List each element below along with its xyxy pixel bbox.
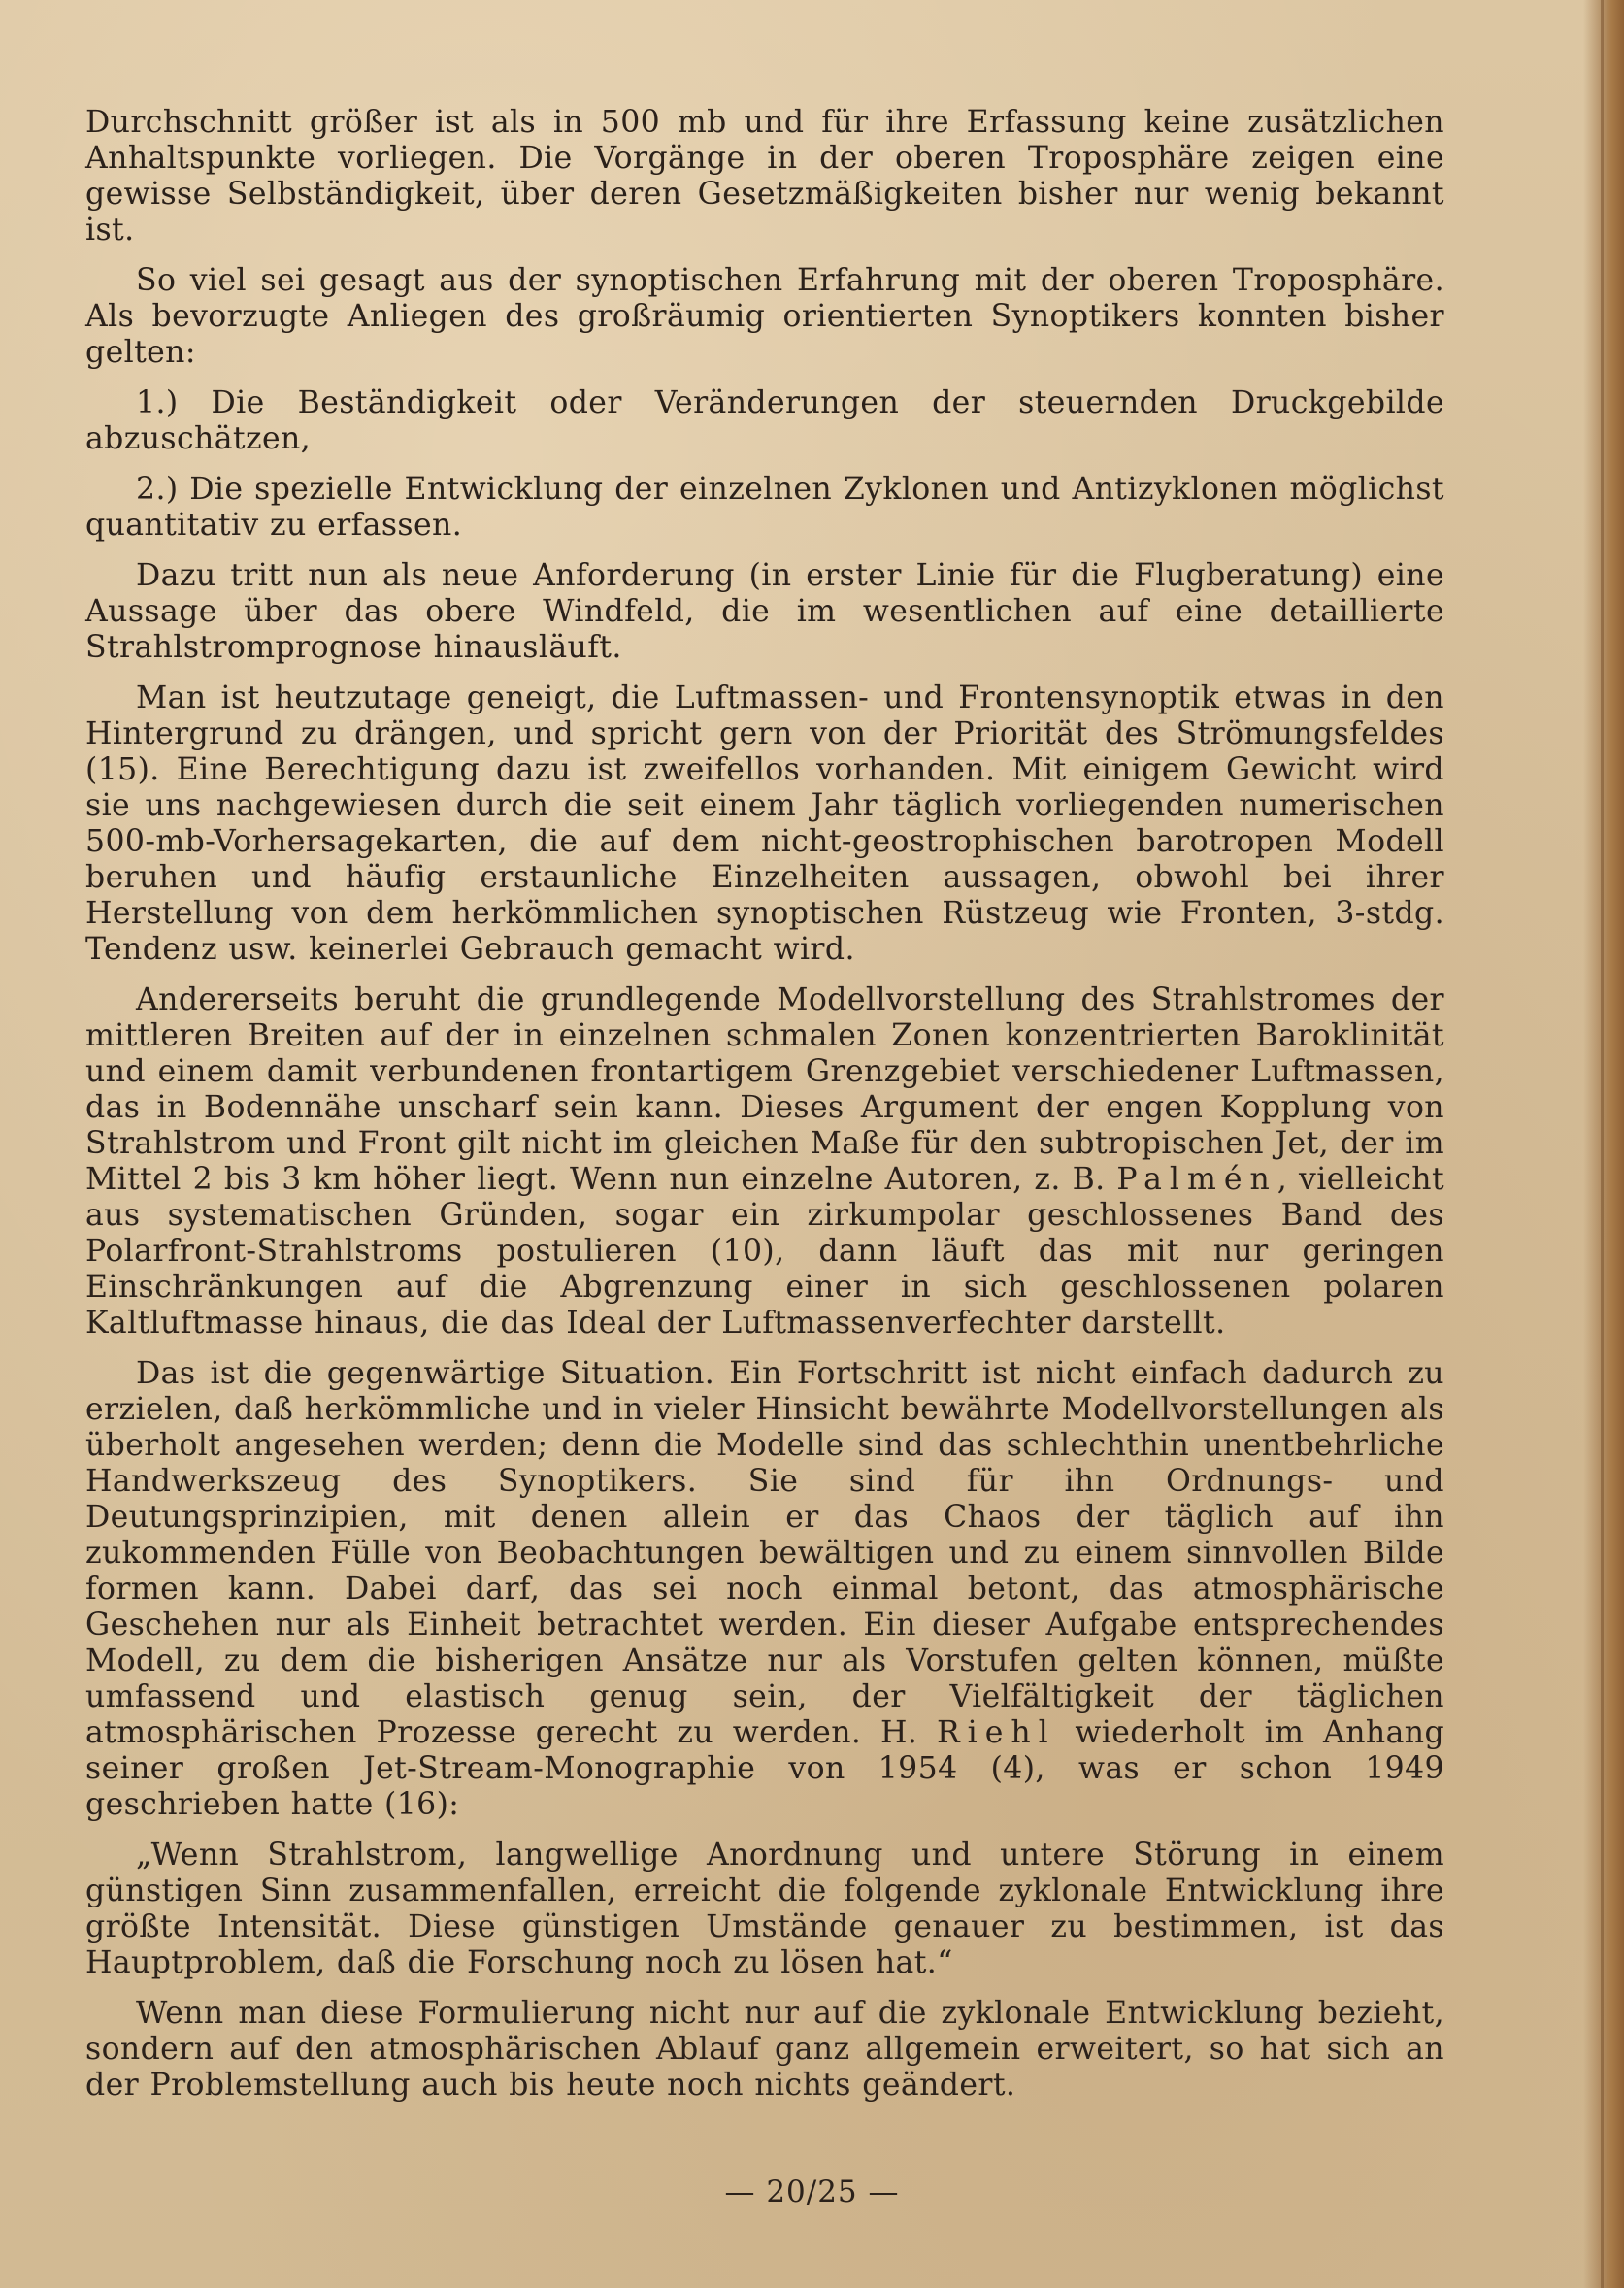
author-name: Riehl (936, 1715, 1056, 1750)
page-binding-edge (1583, 0, 1624, 2288)
paragraph (85, 1356, 1444, 1823)
list-item-paragraph: 1.) Die Beständigkeit oder Veränderungen der steuernden Druckgebilde abzuschätzen, (85, 385, 1444, 456)
quotation-paragraph: „Wenn Strahlstrom, langwellige Anordnung und untere Störung in einem günstigen Sinn zusammenfallen, erreicht die folgende zyklonale Entwicklung ihre größte Intensität. Diese günstigen Umstände genauer zu bestimmen, ist das Hauptproblem, daß die Forschung noch zu lösen hat.“ (85, 1838, 1444, 1980)
paragraph-text: , vielleicht aus systematischen Gründen, sogar ein zirkumpolar geschlossenes Band des Polarfront-Strahlstroms postulieren (10), dann läuft das mit nur geringen Einschränkungen auf die Abgrenzung einer in sich geschlossenen polaren Kaltluftmasse hinaus, die das Ideal der Luftmassenverfechter darstellt. (85, 1162, 1444, 1341)
author-name: Palmén (1116, 1162, 1277, 1197)
paragraph-text: Das ist die gegenwärtige Situation. Ein Fortschritt ist nicht einfach dadurch zu erzielen, daß herkömmliche und in vieler Hinsicht bewährte Modellvorstellungen als überholt angesehen werden; denn die Modelle sind das schlechthin unentbehrliche Handwerkszeug des Synoptikers. Sie sind für ihn Ordnungs- und Deutungsprinzipien, mit denen allein er das Chaos der täglich auf ihn zukommenden Fülle von Beobachtungen bewältigen und zu einem sinnvollen Bilde formen kann. Dabei darf, das sei noch einmal betont, das atmosphärische Geschehen nur als Einheit betrachtet werden. Ein dieser Aufgabe entsprechendes Modell, zu dem die bisherigen Ansätze nur als Vorstufen gelten können, müßte umfassend und elastisch genug sein, der Vielfältigkeit der täglichen atmosphärischen Prozesse gerecht zu werden. H. (85, 1356, 1444, 1750)
text-column (85, 105, 1444, 2118)
paragraph: Man ist heutzutage geneigt, die Luftmassen- und Frontensynoptik etwas in den Hintergrund zu drängen, und spricht gern von der Priorität des Strömungsfeldes (15). Eine Berechtigung dazu ist zweifellos vorhanden. Mit einigem Gewicht wird sie uns nachgewiesen durch die seit einem Jahr täglich vorliegenden numerischen 500-mb-Vorhersagekarten, die auf dem nicht-geostrophischen barotropen Modell beruhen und häufig erstaunliche Einzelheiten aussagen, obwohl bei ihrer Herstellung von dem herkömmlichen synoptischen Rüstzeug wie Fronten, 3-stdg. Tendenz usw. keinerlei Gebrauch gemacht wird. (85, 680, 1444, 967)
paragraph: Durchschnitt größer ist als in 500 mb und für ihre Erfassung keine zusätzlichen Anhaltspunkte vorliegen. Die Vorgänge in der oberen Troposphäre zeigen eine gewisse Selbständigkeit, über deren Gesetzmäßigkeiten bisher nur wenig bekannt ist. (85, 105, 1444, 248)
page-number: — 20/25 — (724, 2174, 900, 2209)
paragraph: So viel sei gesagt aus der synoptischen Erfahrung mit der oberen Troposphäre. Als bevorzugte Anliegen des großräumig orientierten Synoptikers konnten bisher gelten: (85, 263, 1444, 370)
paragraph: Wenn man diese Formulierung nicht nur auf die zyklonale Entwicklung bezieht, sondern auf den atmosphärischen Ablauf ganz allgemein erweitert, so hat sich an der Problemstellung auch bis heute noch nichts geändert. (85, 1996, 1444, 2103)
paragraph (85, 982, 1444, 1342)
paragraph-text: wiederholt im Anhang seiner großen Jet-Stream-Monographie von 1954 (4), was er schon 1949 geschrieben hatte (16): (85, 1715, 1445, 1822)
paragraph: Dazu tritt nun als neue Anforderung (in erster Linie für die Flugberatung) eine Aussage über das obere Windfeld, die im wesentlichen auf eine detaillierte Strahlstromprognose hinausläuft. (85, 558, 1444, 665)
paragraph-text: Andererseits beruht die grundlegende Modellvorstellung des Strahlstromes der mittleren Breiten auf der in einzelnen schmalen Zonen konzentrierten Baroklinität und einem damit verbundenen frontartigem Grenzgebiet verschiedener Luftmassen, das in Bodennähe unscharf sein kann. Dieses Argument der engen Kopplung von Strahlstrom und Front gilt nicht im gleichen Maße für den subtropischen Jet, der im Mittel 2 bis 3 km höher liegt. Wenn nun einzelne Autoren, z. B. (85, 982, 1444, 1197)
list-item-paragraph: 2.) Die spezielle Entwicklung der einzelnen Zyklonen und Antizyklonen möglichst quantitativ zu erfassen. (85, 472, 1444, 543)
